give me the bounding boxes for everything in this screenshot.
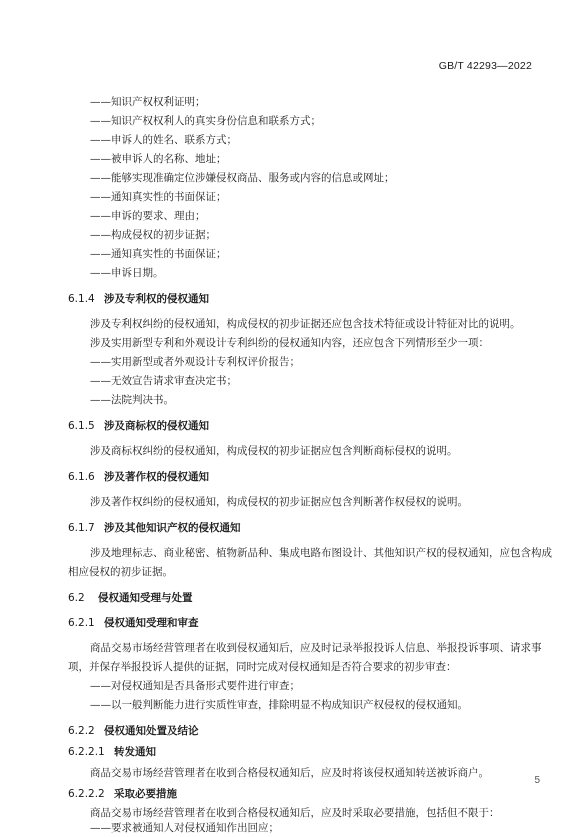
paragraph: 商品交易市场经营管理者在收到合格侵权通知后，应及时将该侵权通知转送被诉商户。	[90, 767, 489, 779]
section-heading-6-1-4	[68, 292, 209, 306]
standard-code: GB/T 42293—2022	[438, 60, 532, 72]
paragraph-continued: 项，并保存举报投诉人提供的证据，同时完成对侵权通知是否符合要求的初步审查：	[68, 661, 457, 673]
section-title: 涉及著作权的侵权通知	[104, 471, 209, 483]
paragraph: 商品交易市场经营管理者在收到侵权通知后，应及时记录举报投诉人信息、举报投诉事项、请求事	[90, 642, 542, 654]
section-number: 6.2	[68, 592, 85, 604]
list-item: ——通知真实性的书面保证；	[90, 248, 227, 260]
section-number: 6.1.6	[68, 471, 95, 483]
list-item: ——知识产权权利人的真实身份信息和联系方式；	[90, 115, 321, 127]
section-number: 6.2.2	[68, 725, 95, 737]
section-number: 6.1.7	[68, 522, 95, 534]
section-title: 侵权通知受理与处置	[98, 592, 193, 604]
list-item: ——法院判决书。	[90, 394, 174, 406]
section-heading-6-1-7	[68, 521, 241, 535]
paragraph: 涉及实用新型专利和外观设计专利纠纷的侵权通知内容，还应包含下列情形至少一项：	[90, 337, 489, 349]
list-item: ——知识产权权利证明；	[90, 96, 206, 108]
list-item: ——以一般判断能力进行实质性审查，排除明显不构成知识产权侵权的侵权通知。	[90, 699, 468, 711]
paragraph: 涉及地理标志、商业秘密、植物新品种、集成电路布图设计、其他知识产权的侵权通知，应包含构成	[90, 547, 552, 559]
section-title: 转发通知	[114, 746, 156, 758]
section-title: 涉及商标权的侵权通知	[104, 420, 209, 432]
list-item: ——通知真实性的书面保证；	[90, 191, 227, 203]
section-number: 6.1.4	[68, 293, 95, 305]
section-title: 侵权通知受理和审查	[104, 617, 199, 629]
paragraph: 涉及著作权纠纷的侵权通知，构成侵权的初步证据应包含判断著作权侵权的说明。	[90, 496, 468, 508]
paragraph: 涉及专利权纠纷的侵权通知，构成侵权的初步证据还应包含技术特征或设计特征对比的说明。	[90, 318, 521, 330]
section-number: 6.1.5	[68, 420, 95, 432]
section-number: 6.2.2.1	[68, 746, 105, 758]
section-heading-6-2-2	[68, 724, 199, 738]
page-number: 5	[534, 775, 540, 786]
section-heading-6-2	[68, 591, 193, 605]
list-item: ——无效宣告请求审查决定书；	[90, 375, 237, 387]
section-heading-6-1-5	[68, 419, 209, 433]
section-title: 涉及专利权的侵权通知	[104, 293, 209, 305]
section-number: 6.2.2.2	[68, 788, 105, 800]
list-item: ——能够实现准确定位涉嫌侵权商品、服务或内容的信息或网址；	[90, 172, 395, 184]
list-item: ——对侵权通知是否具备形式要件进行审查；	[90, 680, 300, 692]
list-item: ——申诉人的姓名、联系方式；	[90, 134, 237, 146]
list-item: ——要求被通知人对侵权通知作出回应；	[90, 822, 279, 834]
section-title: 采取必要措施	[114, 788, 177, 800]
paragraph: 商品交易市场经营管理者在收到合格侵权通知后，应及时采取必要措施，包括但不限于：	[90, 807, 500, 819]
section-heading-6-2-2-1	[68, 745, 156, 759]
list-item: ——申诉日期。	[90, 267, 164, 279]
paragraph: 涉及商标权纠纷的侵权通知，构成侵权的初步证据应包含判断商标侵权的说明。	[90, 445, 458, 457]
list-item: ——申诉的要求、理由；	[90, 210, 206, 222]
list-item: ——被申诉人的名称、地址；	[90, 153, 227, 165]
section-title: 涉及其他知识产权的侵权通知	[104, 522, 241, 534]
list-item: ——实用新型或者外观设计专利权评价报告；	[90, 356, 300, 368]
paragraph-continued: 相应侵权的初步证据。	[68, 566, 173, 578]
section-title: 侵权通知处置及结论	[104, 725, 199, 737]
list-item: ——构成侵权的初步证据；	[90, 229, 216, 241]
section-heading-6-2-1	[68, 616, 199, 630]
section-number: 6.2.1	[68, 617, 95, 629]
section-heading-6-1-6	[68, 470, 209, 484]
section-heading-6-2-2-2	[68, 787, 177, 801]
